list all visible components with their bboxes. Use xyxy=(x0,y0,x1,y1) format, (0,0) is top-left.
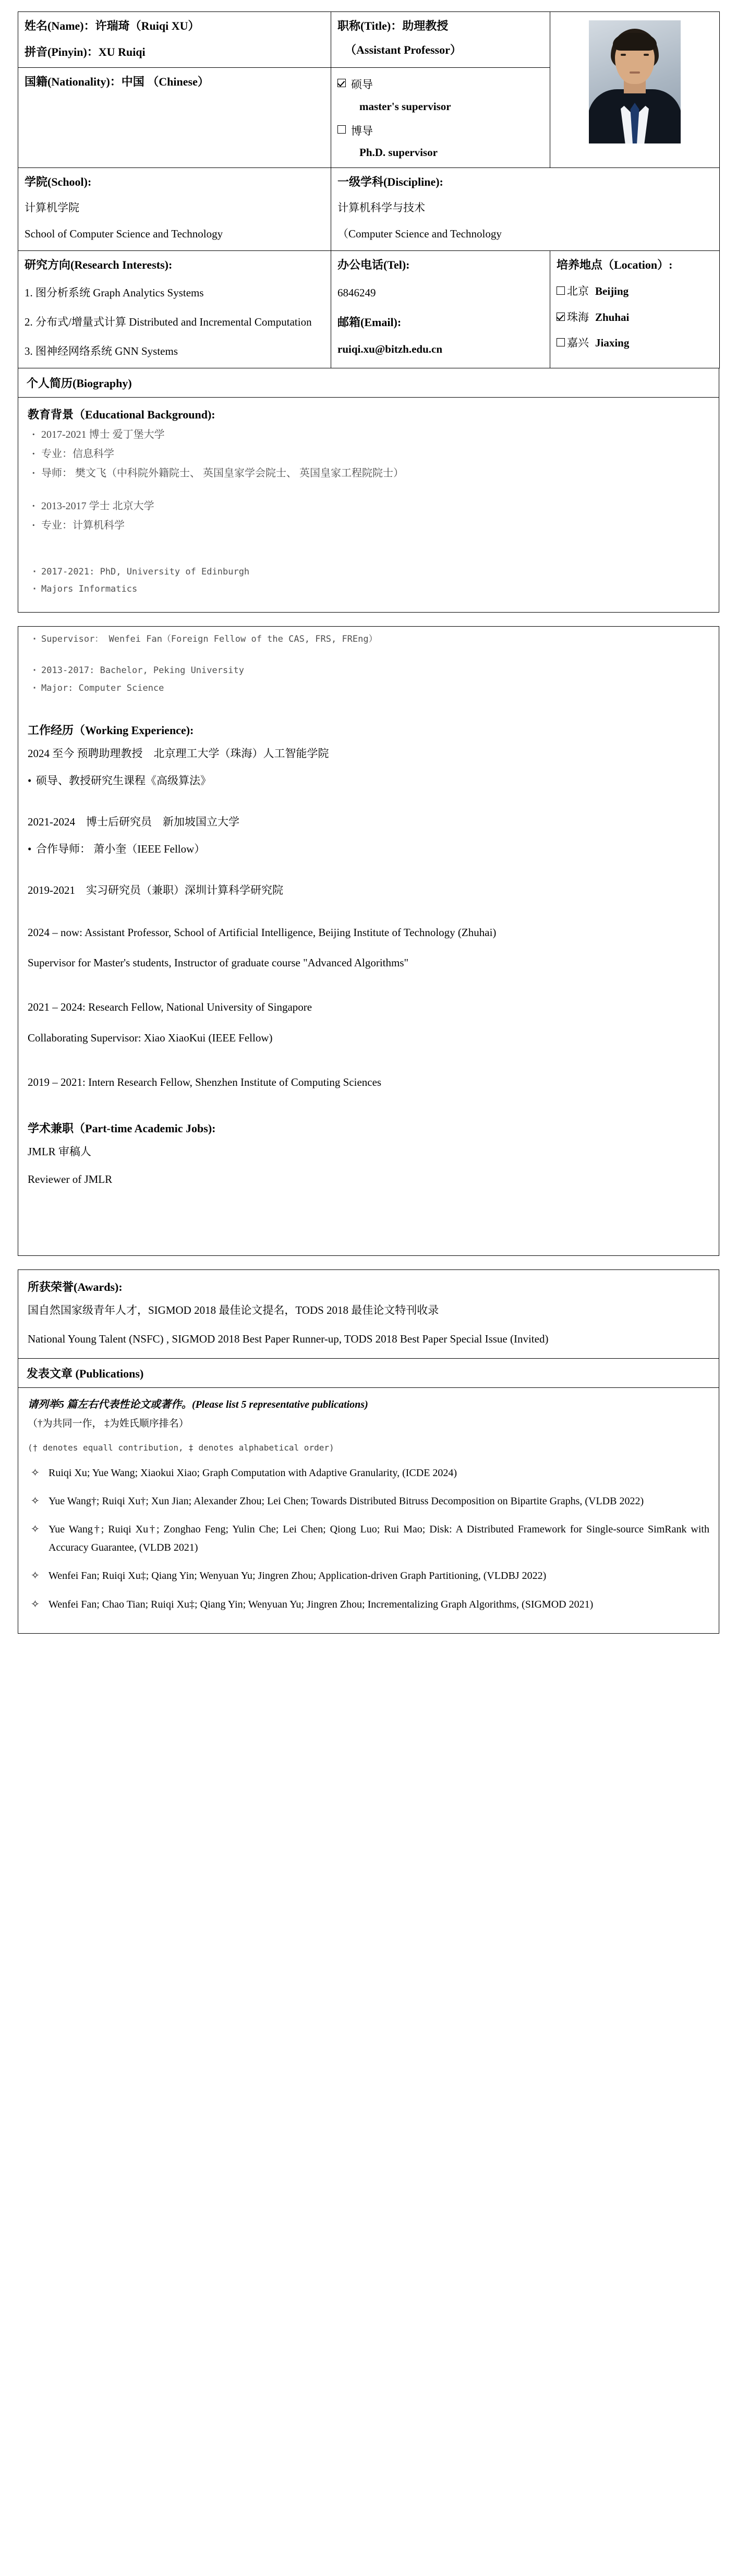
avatar xyxy=(589,20,681,143)
awards-value-en: National Young Talent (NSFC) , SIGMOD 2018 Best Paper Runner-up, TODS 2018 Best Paper Special Issue (Invited) xyxy=(28,1332,549,1345)
name-line xyxy=(25,17,324,35)
education-continued-and-working-block xyxy=(18,626,719,1256)
publications-note-cn: （†为共同一作， ‡为姓氏顺序排名） xyxy=(28,1418,189,1429)
table-row-name-title xyxy=(18,12,720,68)
working-entry-period-2: 2021-2024 博士后研究员 新加坡国立大学 xyxy=(28,815,239,828)
table-row-research-contact-location xyxy=(18,251,720,368)
education-heading: 教育背景（Educational Background): xyxy=(28,408,215,421)
working-entry-en-4: Collaborating Supervisor: Xiao XiaoKui (IEEE Fellow) xyxy=(28,1031,273,1044)
pinyin-value: XU Ruiqi xyxy=(98,45,146,59)
phd-supervisor-en: Ph.D. supervisor xyxy=(359,146,438,159)
education-cn-item-3: · 导师： 樊文飞（中科院外籍院士、 英国皇家学会院士、 英国皇家工程院院士） xyxy=(28,468,709,479)
working-entry-en-5: 2019 – 2021: Intern Research Fellow, Shenzhen Institute of Computing Sciences xyxy=(28,1075,382,1088)
research-item-2: 2. 分布式/增量式计算 Distributed and Incremental Computation xyxy=(25,315,312,328)
checkbox-row-phd-supervisor[interactable] xyxy=(337,123,543,140)
list-item: ✧ Ruiqi Xu; Yue Wang; Xiaokui Xiao; Graph Computation with Adaptive Granularity, (ICDE 2024) xyxy=(28,1464,709,1482)
education-cn-item-2: · 专业：信息科学 xyxy=(28,449,709,460)
checkbox-label-phd-supervisor: 博导 xyxy=(351,124,373,137)
cell-name xyxy=(18,12,331,68)
list-item: ✧ Wenfei Fan; Chao Tian; Ruiqi Xu‡; Qiang Yin; Wenyuan Yu; Jingren Zhou; Incrementalizing Graph Algorithms, (SIGMOD 2021) xyxy=(28,1596,709,1613)
publications-block xyxy=(18,1388,719,1634)
educational-background-block xyxy=(18,398,719,613)
education-cn2-item-2: · 专业：计算机科学 xyxy=(28,520,709,531)
discipline-value-cn: 计算机科学与技术 xyxy=(337,201,425,214)
parttime-heading: 学术兼职（Part-time Academic Jobs): xyxy=(28,1122,216,1135)
list-item: ✧ Yue Wang†; Ruiqi Xu†; Zonghao Feng; Yulin Che; Lei Chen; Qiong Luo; Rui Mao; Disk: A Distributed Framework for Single-source SimRank with Accuracy Guarantee, (VLDB 2021) xyxy=(28,1520,709,1556)
education-cn2-item-1: · 2013-2017 学士 北京大学 xyxy=(28,501,709,512)
checkbox-location-zhuhai[interactable] xyxy=(557,313,565,321)
checkbox-location-jiaxing[interactable] xyxy=(557,338,565,346)
publications-instruction: 请列举5 篇左右代表性论文或著作。(Please list 5 representative publications) xyxy=(28,1398,368,1410)
name-label: 姓名(Name)： xyxy=(25,19,95,32)
name-value: 许瑞琦（Ruiqi XU） xyxy=(95,19,200,32)
education-en3-item-2: · Major: Computer Science xyxy=(28,684,709,693)
title-label: 职称(Title)： xyxy=(337,19,403,32)
parttime-item-cn-1: JMLR 审稿人 xyxy=(28,1145,91,1158)
title-line xyxy=(337,17,543,35)
education-en3-item-1: · 2013-2017: Bachelor, Peking University xyxy=(28,666,709,676)
nationality-label: 国籍(Nationality)： xyxy=(25,75,122,89)
working-entry-en-1: 2024 – now: Assistant Professor, School of Artificial Intelligence, Beijing Institute of Technology (Zhuhai) xyxy=(28,926,497,939)
pinyin-line xyxy=(25,43,324,61)
discipline-value-en: （Computer Science and Technology xyxy=(337,227,502,241)
education-en-item-1: · 2017-2021: PhD, University of Edinburgh xyxy=(28,568,709,577)
working-entry-en-3: 2021 – 2024: Research Fellow, National University of Singapore xyxy=(28,1001,312,1013)
checkbox-row-location-zhuhai[interactable] xyxy=(557,309,713,326)
cell-nationality xyxy=(18,68,331,168)
biography-section-band: 个人简历(Biography) xyxy=(18,368,719,398)
working-entry-period-1: 2024 至今 预聘助理教授 北京理工大学（珠海）人工智能学院 xyxy=(28,747,329,760)
location-label-beijing-cn: 北京 xyxy=(567,285,589,298)
cell-contact xyxy=(331,251,550,368)
location-label-zhuhai-cn: 珠海 xyxy=(567,310,589,324)
tel-label: 办公电话(Tel): xyxy=(337,258,410,272)
cell-discipline xyxy=(331,168,720,251)
list-item: ✧ Wenfei Fan; Ruiqi Xu‡; Qiang Yin; Wenyuan Yu; Jingren Zhou; Application-driven Graph Partitioning, (VLDBJ 2022) xyxy=(28,1567,709,1585)
publications-note-en: († denotes equall contribution, ‡ denotes alphabetical order) xyxy=(28,1443,334,1453)
pinyin-label: 拼音(Pinyin)： xyxy=(25,45,99,59)
school-value-cn: 计算机学院 xyxy=(25,201,79,214)
discipline-label: 一级学科(Discipline): xyxy=(337,175,443,189)
publication-list xyxy=(28,1464,709,1613)
education-cn-item-1: · 2017-2021 博士 爱丁堡大学 xyxy=(28,429,709,440)
email-value[interactable]: ruiqi.xu@bitzh.edu.cn xyxy=(337,343,442,356)
working-entry-detail-1: • 硕导、教授研究生课程《高级算法》 xyxy=(28,772,709,789)
tel-value: 6846249 xyxy=(337,286,376,299)
cell-location xyxy=(550,251,720,368)
checkbox-label-master-supervisor: 硕导 xyxy=(351,78,373,91)
research-label: 研究方向(Research Interests): xyxy=(25,258,173,272)
master-supervisor-en: master's supervisor xyxy=(359,100,451,113)
working-entry-detail-2: • 合作导师： 萧小奎（IEEE Fellow） xyxy=(28,841,709,858)
checkbox-row-master-supervisor[interactable] xyxy=(337,76,543,94)
checkbox-master-supervisor[interactable] xyxy=(337,79,346,87)
personal-info-table xyxy=(18,11,720,368)
table-row-school-discipline xyxy=(18,168,720,251)
parttime-item-en-1: Reviewer of JMLR xyxy=(28,1172,113,1185)
email-label: 邮箱(Email): xyxy=(337,315,402,329)
nationality-line xyxy=(25,73,324,91)
education-en2-item-1: · Supervisor： Wenfei Fan（Foreign Fellow of the CAS, FRS, FREng） xyxy=(28,635,709,644)
cell-photo xyxy=(550,12,720,168)
title-value: 助理教授 xyxy=(402,19,449,32)
cell-supervisor-roles xyxy=(331,68,550,168)
research-item-1: 1. 图分析系统 Graph Analytics Systems xyxy=(25,286,204,299)
location-label-zhuhai-en: Zhuhai xyxy=(595,310,630,324)
research-item-3: 3. 图神经网络系统 GNN Systems xyxy=(25,344,178,357)
checkbox-phd-supervisor[interactable] xyxy=(337,125,346,134)
publications-section-band: 发表文章 (Publications) xyxy=(18,1359,719,1388)
school-label: 学院(School): xyxy=(25,175,92,189)
list-item: ✧ Yue Wang†; Ruiqi Xu†; Xun Jian; Alexander Zhou; Lei Chen; Towards Distributed Bitruss Decomposition on Bipartite Graphs, (VLDB 2022) xyxy=(28,1492,709,1510)
checkbox-row-location-beijing[interactable] xyxy=(557,283,713,300)
location-label: 培养地点（Location）: xyxy=(557,258,673,272)
awards-block xyxy=(18,1269,719,1358)
working-entry-period-3: 2019-2021 实习研究员（兼职）深圳计算科学研究院 xyxy=(28,883,283,896)
cell-title xyxy=(331,12,550,68)
cell-research-interests xyxy=(18,251,331,368)
working-experience-heading: 工作经历（Working Experience): xyxy=(28,723,194,737)
location-label-jiaxing-en: Jiaxing xyxy=(595,337,630,350)
checkbox-row-location-jiaxing[interactable] xyxy=(557,335,713,352)
cell-school xyxy=(18,168,331,251)
location-label-jiaxing-cn: 嘉兴 xyxy=(567,337,589,350)
awards-value-cn: 国自然国家级青年人才，SIGMOD 2018 最佳论文提名，TODS 2018 最佳论文特刊收录 xyxy=(28,1304,439,1317)
school-value-en: School of Computer Science and Technology xyxy=(25,227,223,241)
awards-heading: 所获荣誉(Awards): xyxy=(28,1280,123,1294)
location-label-beijing-en: Beijing xyxy=(595,285,629,298)
working-entry-en-2: Supervisor for Master's students, Instructor of graduate course "Advanced Algorithms" xyxy=(28,956,409,969)
title-value-en: （Assistant Professor） xyxy=(345,43,462,57)
checkbox-location-beijing[interactable] xyxy=(557,286,565,295)
nationality-value: 中国 （Chinese） xyxy=(121,75,209,89)
education-en-item-2: · Majors Informatics xyxy=(28,585,709,594)
